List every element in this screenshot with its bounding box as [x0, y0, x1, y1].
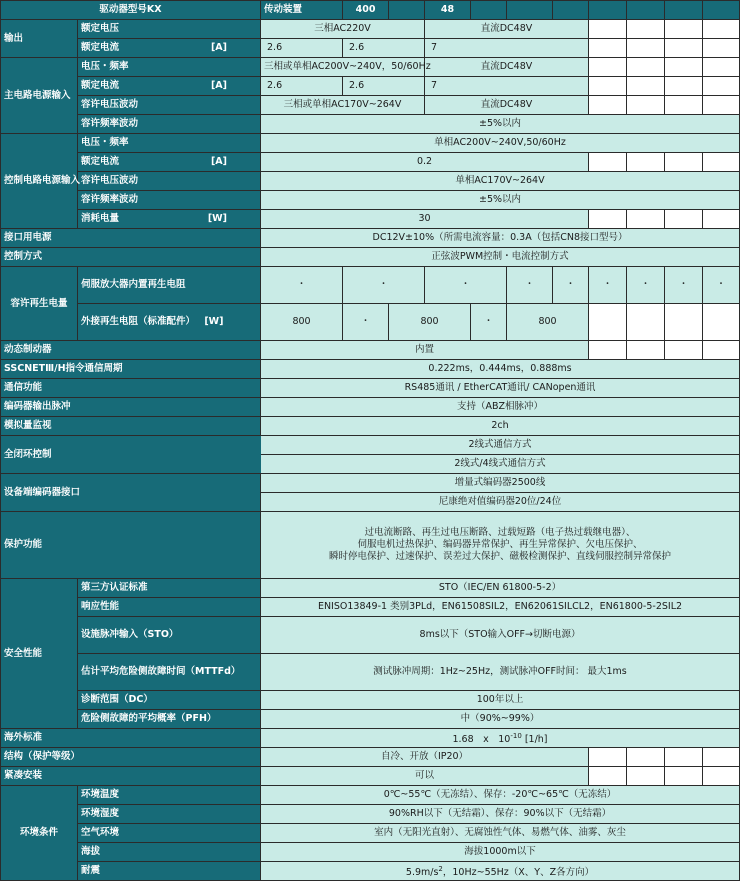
encoder-out-row: [1, 398, 740, 417]
safety-sto-row: [1, 617, 740, 654]
env-hum-label: 环境湿度: [78, 805, 261, 824]
env-alt-label: 海拔: [78, 843, 261, 862]
main-vf-dc: 直流DC48V: [425, 58, 589, 77]
protection-label: 保护功能: [1, 512, 261, 579]
env-label: 环境条件: [1, 786, 78, 881]
output-voltage-ac: 三相AC220V: [261, 20, 425, 39]
ctrl-ftol-label: 容许频率波动: [78, 191, 261, 210]
main-current-2: 2.6: [343, 77, 425, 96]
fullclosed-row-1: [1, 436, 740, 455]
protection-line-1: 过电流断路、再生过电压断路、过载短路（电子热过载继电器）、: [364, 527, 636, 538]
safety-dc-value: 100年以上: [261, 691, 740, 710]
ctrl-vtol-value: 单相AC170V~264V: [261, 172, 740, 191]
header-48: 48: [425, 1, 471, 20]
ctrl-current-label: 额定电流 [A]: [78, 153, 261, 172]
regen-builtin-7: ・: [627, 267, 665, 304]
safety-label: 安全性能: [1, 579, 78, 729]
structure-row: [1, 748, 740, 767]
ctrl-consumption-value: 30: [261, 210, 589, 229]
regen-external-5: 800: [507, 304, 589, 341]
protection-value: [261, 512, 740, 579]
main-ftol-value: ±5%以内: [261, 115, 740, 134]
regen-builtin-label: 伺服放大器内置再生电阻: [78, 267, 261, 304]
main-vf-row: [1, 58, 740, 77]
regen-external-row: [1, 304, 740, 341]
ctrl-current-row: [1, 153, 740, 172]
env-hum-row: [1, 805, 740, 824]
encoder-out-value: 支持（ABZ相脉冲）: [261, 398, 740, 417]
output-label: 输出: [1, 20, 78, 58]
output-voltage-label: 额定电压: [78, 20, 261, 39]
main-ftol-label: 容许频率波动: [78, 115, 261, 134]
protection-line-2: 伺服电机过热保护、编码器异常保护、再生异常保护、欠电压保护、: [357, 539, 643, 550]
regen-external-2: ・: [343, 304, 389, 341]
safety-pfh-row: [1, 710, 740, 729]
env-vib-row: [1, 862, 740, 881]
ctrl-power-label: 控制电路电源输入: [1, 134, 78, 229]
env-hum-value: 90%RH以下（无结霜）、保存：90%以下（无结霜）: [261, 805, 740, 824]
main-vtol-label: 容许电压波动: [78, 96, 261, 115]
safety-sto-label: 设施脉冲输入（STO）: [78, 617, 261, 654]
control-method-row: [1, 248, 740, 267]
output-voltage-dc: 直流DC48V: [425, 20, 589, 39]
overseas-value: 1.68 x $10^{-10}$ [1/h]: [261, 729, 740, 748]
ctrl-vf-value: 单相AC200V~240V,50/60Hz: [261, 134, 740, 153]
close-mount-value: 可以: [261, 767, 589, 786]
safety-resp-value: ENISO13849-1 类别3PLd，EN61508SIL2，EN62061SILCL2，EN61800-5-2SIL2: [261, 598, 740, 617]
header-blank-7: [665, 1, 703, 20]
regen-builtin-row: [1, 267, 740, 304]
encoder-if-line-2: 尼康绝对值编码器20位/24位: [261, 493, 740, 512]
header-row: [1, 1, 740, 20]
regen-external-4: ・: [471, 304, 507, 341]
main-vtol-row: [1, 96, 740, 115]
output-current-label: 额定电流 [A]: [78, 39, 261, 58]
regen-builtin-1: ・: [261, 267, 343, 304]
header-blank-5: [589, 1, 627, 20]
overseas-label: 海外标准: [1, 729, 261, 748]
ctrl-ftol-row: [1, 191, 740, 210]
main-ftol-row: [1, 115, 740, 134]
interface-power-row: [1, 229, 740, 248]
main-current-label: 额定电流 [A]: [78, 77, 261, 96]
main-vf-label: 电压・频率: [78, 58, 261, 77]
safety-mttfd-value: 测试脉冲周期：1Hz~25Hz，测试脉冲OFF时间： 最大1ms: [261, 654, 740, 691]
regen-external-1: 800: [261, 304, 343, 341]
header-blank-2: [471, 1, 507, 20]
main-vtol-ac: 三相或单相AC170V~264V: [261, 96, 425, 115]
interface-power-label: 接口用电源: [1, 229, 261, 248]
ctrl-vf-label: 电压・频率: [78, 134, 261, 153]
comm-row: [1, 379, 740, 398]
env-vib-label: 耐震: [78, 862, 261, 881]
control-method-value: 正弦波PWM控制・电流控制方式: [261, 248, 740, 267]
safety-mttfd-label: 估计平均危险侧故障时间（MTTFd）: [78, 654, 261, 691]
env-air-label: 空气环境: [78, 824, 261, 843]
regen-builtin-3: ・: [425, 267, 507, 304]
encoder-if-row-1: [1, 474, 740, 493]
env-air-row: [1, 824, 740, 843]
env-temp-row: [1, 786, 740, 805]
env-alt-value: 海拔1000m以下: [261, 843, 740, 862]
fullclosed-label: 全闭环控制: [1, 436, 261, 474]
main-power-label: 主电路电源输入: [1, 58, 78, 134]
interface-power-value: DC12V±10%（所需电流容量：0.3A（包括CN8接口型号）: [261, 229, 740, 248]
regen-external-label: 外接再生电阻（标准配件） [W]: [78, 304, 261, 341]
overseas-row: [1, 729, 740, 748]
regen-builtin-5: ・: [553, 267, 589, 304]
safety-resp-label: 响应性能: [78, 598, 261, 617]
env-alt-row: [1, 843, 740, 862]
header-blank-6: [627, 1, 665, 20]
regen-external-3: 800: [389, 304, 471, 341]
safety-pfh-value: 中（90%~99%）: [261, 710, 740, 729]
ctrl-vtol-label: 容许电压波动: [78, 172, 261, 191]
fullclosed-line-2: 2线式/4线式通信方式: [261, 455, 740, 474]
comm-label: 通信功能: [1, 379, 261, 398]
header-blank-1: [389, 1, 425, 20]
sscnet-label: SSCNETⅢ/H指令通信周期: [1, 360, 261, 379]
safety-dc-label: 诊断范围（DC）: [78, 691, 261, 710]
protection-row: [1, 512, 740, 579]
safety-dc-row: [1, 691, 740, 710]
output-current-3: 7: [425, 39, 589, 58]
ctrl-consumption-label: 消耗电量 [W]: [78, 210, 261, 229]
safety-mttfd-row: [1, 654, 740, 691]
protection-line-3: 瞬时停电保护、过速保护、误差过大保护、磁极检测保护、直线伺服控制异常保护: [329, 551, 672, 562]
model-label: 驱动器型号KX: [1, 1, 261, 20]
analog-value: 2ch: [261, 417, 740, 436]
safety-pfh-label: 危险侧故障的平均概率（PFH）: [78, 710, 261, 729]
dynamic-brake-value: 内置: [261, 341, 589, 360]
encoder-if-line-1: 增量式编码器2500线: [261, 474, 740, 493]
regen-builtin-9: ・: [703, 267, 740, 304]
safety-std-value: STO（IEC/EN 61800-5-2）: [261, 579, 740, 598]
drive-label: 传动装置: [261, 1, 343, 20]
analog-label: 模拟量监视: [1, 417, 261, 436]
env-temp-label: 环境温度: [78, 786, 261, 805]
main-current-1: 2.6: [261, 77, 343, 96]
safety-sto-value: 8ms以下（STO输入OFF→切断电源）: [261, 617, 740, 654]
analog-row: [1, 417, 740, 436]
sscnet-row: [1, 360, 740, 379]
output-voltage-row: [1, 20, 740, 39]
regen-builtin-2: ・: [343, 267, 425, 304]
env-temp-value: 0℃~55℃（无冻结）、保存：-20℃~65℃（无冻结）: [261, 786, 740, 805]
env-vib-value: $5.9m/s^2$，10Hz~55Hz（X、Y、Z各方向）: [261, 862, 740, 881]
control-method-label: 控制方式: [1, 248, 261, 267]
structure-value: 自冷、开放（IP20）: [261, 748, 589, 767]
header-400: 400: [343, 1, 389, 20]
ctrl-current-value: 0.2: [261, 153, 589, 172]
main-vf-ac: 三相或单相AC200V~240V，50/60Hz: [261, 58, 425, 77]
encoder-if-label: 设备端编码器接口: [1, 474, 261, 512]
output-current-2: 2.6: [343, 39, 425, 58]
env-air-value: 室内（无阳光直射）、无腐蚀性气体、易燃气体、油雾、灰尘: [261, 824, 740, 843]
sscnet-value: 0.222ms，0.444ms，0.888ms: [261, 360, 740, 379]
regen-builtin-6: ・: [589, 267, 627, 304]
fullclosed-line-1: 2线式通信方式: [261, 436, 740, 455]
header-blank-3: [507, 1, 553, 20]
dynamic-brake-label: 动态制动器: [1, 341, 261, 360]
regen-builtin-8: ・: [665, 267, 703, 304]
header-blank-8: [703, 1, 740, 20]
output-current-1: 2.6: [261, 39, 343, 58]
regen-label: 容许再生电量: [1, 267, 78, 341]
main-vtol-dc: 直流DC48V: [425, 96, 589, 115]
comm-value: RS485通讯 / EtherCAT通讯/ CANopen通讯: [261, 379, 740, 398]
close-mount-row: [1, 767, 740, 786]
ctrl-vf-row: [1, 134, 740, 153]
ctrl-vtol-row: [1, 172, 740, 191]
dynamic-brake-row: [1, 341, 740, 360]
regen-builtin-4: ・: [507, 267, 553, 304]
main-current-row: [1, 77, 740, 96]
output-current-row: [1, 39, 740, 58]
ctrl-consumption-row: [1, 210, 740, 229]
header-blank-4: [553, 1, 589, 20]
close-mount-label: 紧凑安装: [1, 767, 261, 786]
safety-std-label: 第三方认证标准: [78, 579, 261, 598]
safety-resp-row: [1, 598, 740, 617]
ctrl-ftol-value: ±5%以内: [261, 191, 740, 210]
encoder-out-label: 编码器输出脉冲: [1, 398, 261, 417]
safety-std-row: [1, 579, 740, 598]
main-current-3: 7: [425, 77, 589, 96]
structure-label: 结构（保护等级）: [1, 748, 261, 767]
